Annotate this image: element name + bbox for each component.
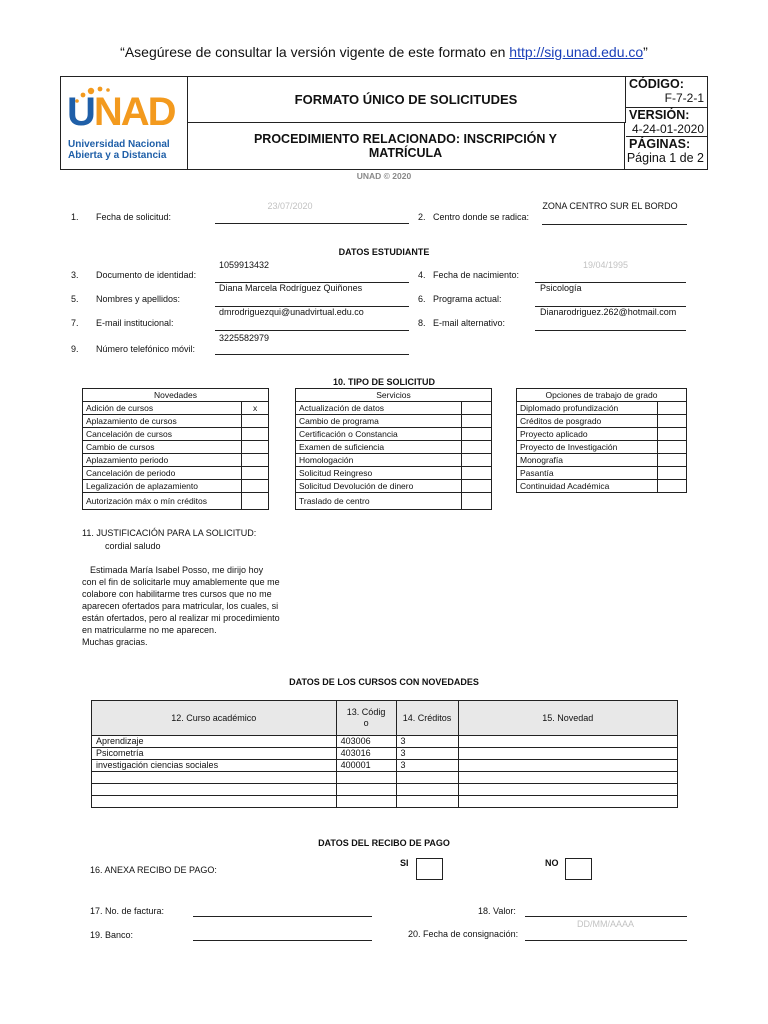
- si-label: SI: [400, 858, 409, 868]
- novedad-check[interactable]: [242, 428, 269, 441]
- email-institucional-label: E-mail institucional:: [96, 318, 174, 328]
- no-label: NO: [545, 858, 559, 868]
- opcion-check[interactable]: [658, 441, 687, 454]
- servicio-check[interactable]: [462, 467, 492, 480]
- table-row: investigación ciencias sociales 400001 3: [92, 760, 678, 772]
- novedad-column-header: 15. Novedad: [458, 701, 677, 736]
- recibo-heading: DATOS DEL RECIBO DE PAGO: [318, 838, 450, 848]
- centro-line: [542, 224, 687, 225]
- novedad-check[interactable]: [242, 454, 269, 467]
- opcion-check[interactable]: [658, 480, 687, 493]
- table-row: [92, 784, 678, 796]
- field-9-number: 9.: [71, 344, 79, 354]
- tipo-solicitud-heading: 10. TIPO DE SOLICITUD: [332, 377, 435, 387]
- opciones-grado-table: Opciones de trabajo de grado Diplomado profundización Créditos de posgrado Proyecto aplicado Proyecto de Investigación Monografía Pasantía Continuidad Académica: [516, 388, 687, 493]
- documento-label: Documento de identidad:: [96, 270, 197, 280]
- valor-label: 18. Valor:: [478, 906, 516, 916]
- field-1-number: 1.: [71, 212, 79, 222]
- form-header: [60, 76, 708, 170]
- novedad-check[interactable]: [242, 480, 269, 493]
- opcion-check[interactable]: [658, 467, 687, 480]
- opcion-check[interactable]: [658, 415, 687, 428]
- creditos-column-header: 14. Créditos: [396, 701, 458, 736]
- banco-label: 19. Banco:: [90, 930, 134, 940]
- documento-value[interactable]: 1059913432: [219, 260, 270, 270]
- factura-label: 17. No. de factura:: [90, 906, 165, 916]
- si-checkbox[interactable]: [416, 858, 443, 880]
- justificacion-text[interactable]: cordial saludo Estimada María Isabel Posso, me dirijo hoy con el fin de solicitarle muy amablemente que me colabore con habilitarme tres cursos que no me aparecen ofertados para matricular, los cuales, si están ofertados, pero al realizar mi procedimiento en matricularme no me aparecen. Muchas gracias.: [82, 541, 280, 647]
- opciones-header: Opciones de trabajo de grado: [517, 389, 687, 402]
- novedad-check[interactable]: x: [242, 402, 269, 415]
- centro-label: Centro donde se radica:: [433, 212, 530, 222]
- novedad-check[interactable]: [242, 441, 269, 454]
- no-checkbox[interactable]: [565, 858, 592, 880]
- field-6-number: 6.: [418, 294, 426, 304]
- table-row: [92, 772, 678, 784]
- table-row: [92, 796, 678, 808]
- fecha-consignacion-placeholder: DD/MM/AAAA: [577, 919, 635, 929]
- servicio-check[interactable]: [462, 493, 492, 510]
- telefono-value[interactable]: 3225582979: [219, 333, 270, 343]
- version-notice: “Asegúrese de consultar la versión vigente de este formato en http://sig.unad.edu.co”: [120, 44, 648, 60]
- fecha-solicitud-label: Fecha de solicitud:: [96, 212, 172, 222]
- email-institucional-value[interactable]: dmrodriguezqui@unadvirtual.edu.co: [219, 307, 364, 317]
- codigo-column-header: 13. Códig o: [336, 701, 396, 736]
- valor-input[interactable]: [525, 916, 687, 917]
- banco-input[interactable]: [193, 940, 372, 941]
- novedades-table: Novedades Adición de cursos x Aplazamiento de cursos Cancelación de cursos Cambio de cursos Aplazamiento periodo Cancelación de periodo Legalización de aplazamiento Autorización máx o mín créditos: [82, 388, 269, 510]
- fecha-solicitud-line: [215, 223, 409, 224]
- email-alternativo-label: E-mail alternativo:: [433, 318, 506, 328]
- table-row: Aprendizaje 403006 3: [92, 736, 678, 748]
- field-8-number: 8.: [418, 318, 426, 328]
- programa-label: Programa actual:: [433, 294, 502, 304]
- servicio-check[interactable]: [462, 454, 492, 467]
- nombres-label: Nombres y apellidos:: [96, 294, 181, 304]
- student-heading: DATOS ESTUDIANTE: [338, 247, 430, 257]
- novedad-check[interactable]: [242, 467, 269, 480]
- servicio-check[interactable]: [462, 428, 492, 441]
- codigo-cell: CÓDIGO: F-7-2-1: [626, 77, 708, 108]
- field-5-number: 5.: [71, 294, 79, 304]
- telefono-line: [215, 354, 409, 355]
- servicio-check[interactable]: [462, 441, 492, 454]
- logo-wordmark: UNAD: [67, 90, 175, 134]
- sig-link[interactable]: http://sig.unad.edu.co: [509, 44, 644, 60]
- programa-value[interactable]: Psicología: [540, 283, 582, 293]
- paginas-cell: PÁGINAS: Página 1 de 2: [626, 137, 704, 165]
- form-title: FORMATO ÚNICO DE SOLICITUDES: [187, 77, 626, 123]
- opcion-check[interactable]: [658, 428, 687, 441]
- fecha-solicitud-value[interactable]: 23/07/2020: [267, 201, 313, 211]
- telefono-label: Número telefónico móvil:: [96, 344, 196, 354]
- novedades-header: Novedades: [83, 389, 269, 402]
- curso-column-header: 12. Curso académico: [92, 701, 337, 736]
- table-row: Psicometría 403016 3: [92, 748, 678, 760]
- field-3-number: 3.: [71, 270, 79, 280]
- servicio-check[interactable]: [462, 402, 492, 415]
- cursos-table: [91, 700, 678, 808]
- email-institucional-line: [215, 330, 409, 331]
- servicios-table: Servicios Actualización de datos Cambio de programa Certificación o Constancia Examen de suficiencia Homologación Solicitud Reingreso Solicitud Devolución de dinero Traslado de centro: [295, 388, 492, 510]
- nombres-value[interactable]: Diana Marcela Rodríguez Quiñones: [219, 283, 363, 293]
- servicio-check[interactable]: [462, 480, 492, 493]
- centro-value[interactable]: ZONA CENTRO SUR EL BORDO: [542, 201, 678, 211]
- logo-caption: Universidad Nacional Abierta y a Distancia: [68, 139, 170, 161]
- field-7-number: 7.: [71, 318, 79, 328]
- novedad-check[interactable]: [242, 493, 269, 510]
- procedure-title: PROCEDIMIENTO RELACIONADO: INSCRIPCIÓN Y MATRÍCULA: [187, 122, 625, 169]
- anexa-recibo-label: 16. ANEXA RECIBO DE PAGO:: [90, 865, 217, 875]
- cursos-heading: DATOS DE LOS CURSOS CON NOVEDADES: [289, 677, 479, 687]
- fecha-nacimiento-label: Fecha de nacimiento:: [433, 270, 520, 280]
- servicios-header: Servicios: [296, 389, 492, 402]
- opcion-check[interactable]: [658, 402, 687, 415]
- email-alternativo-line: [535, 330, 686, 331]
- copyright: UNAD © 2020: [356, 171, 412, 181]
- factura-input[interactable]: [193, 916, 372, 917]
- novedad-check[interactable]: [242, 415, 269, 428]
- opcion-check[interactable]: [658, 454, 687, 467]
- fecha-nacimiento-value[interactable]: 19/04/1995: [583, 260, 629, 270]
- justificacion-label: 11. JUSTIFICACIÓN PARA LA SOLICITUD:: [82, 528, 257, 538]
- field-2-number: 2.: [418, 212, 426, 222]
- field-4-number: 4.: [418, 270, 426, 280]
- email-alternativo-value[interactable]: Dianarodriguez.262@hotmail.com: [540, 307, 677, 317]
- version-cell: VERSIÓN: 4-24-01-2020: [626, 108, 708, 137]
- unad-logo: [61, 77, 188, 169]
- fecha-consignacion-input[interactable]: [525, 940, 687, 941]
- servicio-check[interactable]: [462, 415, 492, 428]
- fecha-consignacion-label: 20. Fecha de consignación:: [408, 929, 519, 939]
